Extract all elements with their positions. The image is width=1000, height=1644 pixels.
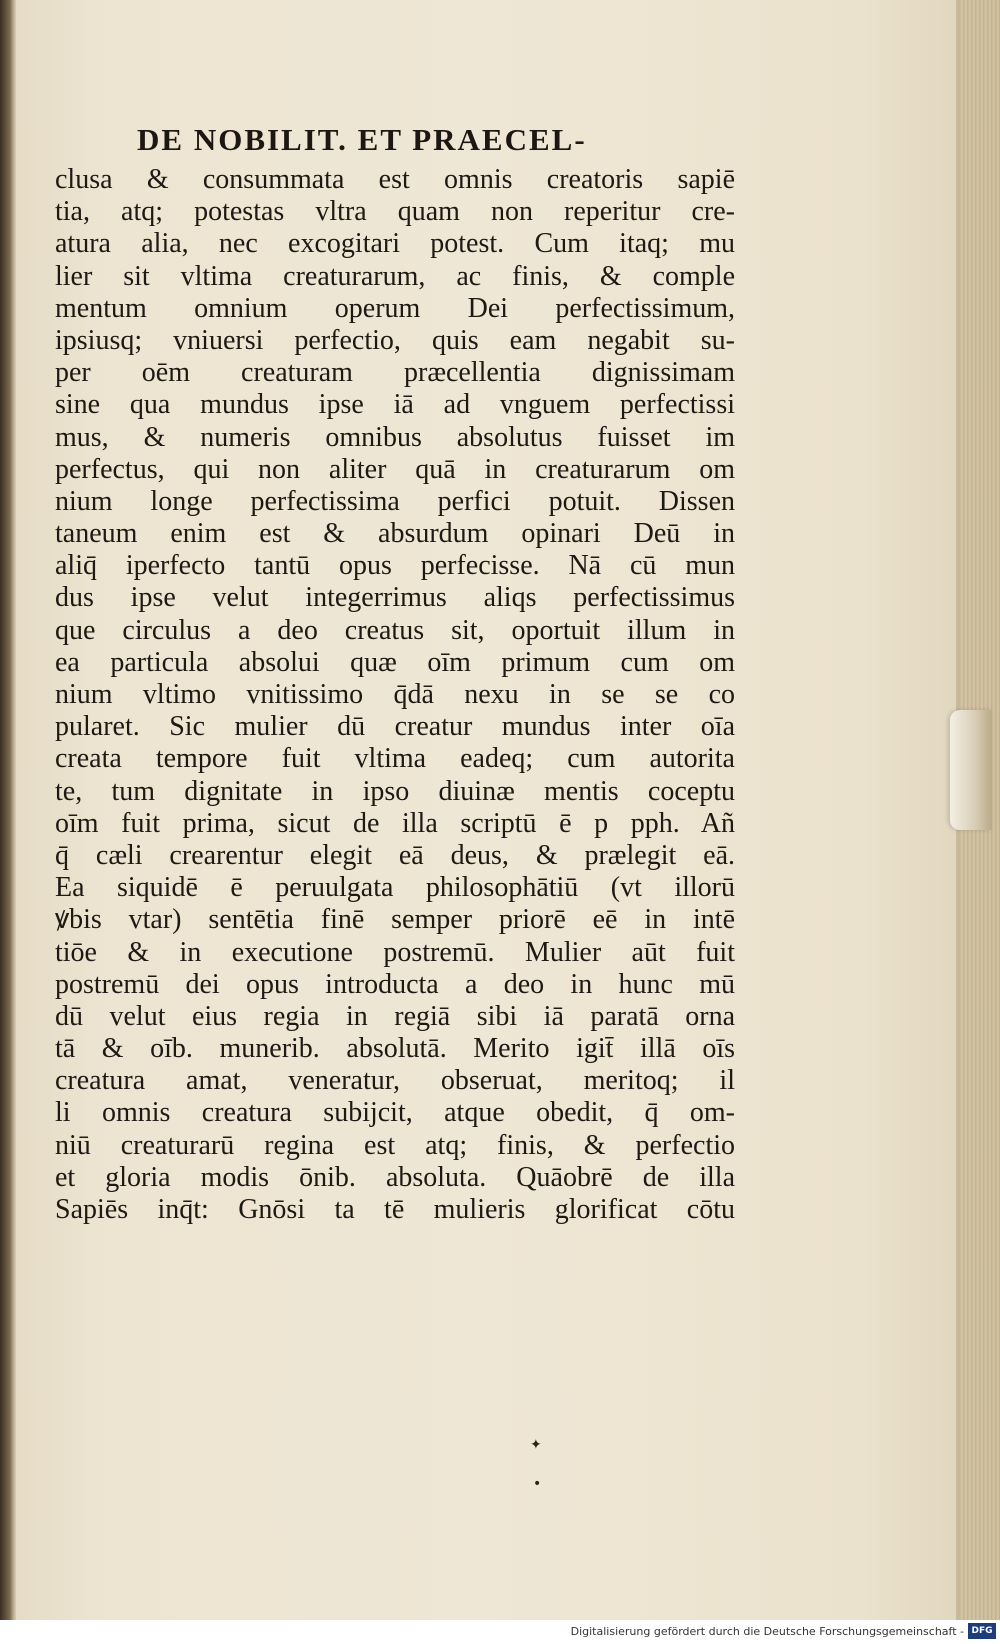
text-line: lier sit vltima creaturarum, ac finis, & comple <box>55 260 735 292</box>
text-line: tia, atq; potestas vltra quam non reperitur cre- <box>55 196 735 228</box>
text-line: postremū dei opus introducta a deo in hunc mū <box>55 968 735 1000</box>
text-line: que circulus a deo creatus sit, oportuit illum in <box>55 614 735 646</box>
text-line: Sapiēs inq̄t: Gnōsi ta tē mulieris glorificat cōtu <box>55 1194 735 1225</box>
text-line: li omnis creatura subijcit, atque obedit, q̄ om- <box>55 1097 735 1129</box>
ink-dot: • <box>533 1476 542 1492</box>
text-line: nium longe perfectissima perfici potuit. Dissen <box>55 485 735 517</box>
text-line: oīm fuit prima, sicut de illa scriptū ē p pph. Añ <box>55 807 735 839</box>
text-line: creata tempore fuit vltima eadeq; cum autorita <box>55 743 735 775</box>
text-line: sine qua mundus ipse iā ad vnguem perfectissi <box>55 389 735 421</box>
text-line: pularet. Sic mulier dū creatur mundus inter oīa <box>55 711 735 743</box>
text-line: dū velut eius regia in regiā sibi iā paratā orna <box>55 1000 735 1032</box>
text-line: tā & oīb. munerib. absolutā. Merito igit̄ illā oīs <box>55 1033 735 1065</box>
funding-credit: Digitalisierung gefördert durch die Deutsche Forschungsgemeinschaft - <box>570 1625 964 1638</box>
text-line: q̄ cæli crearentur elegit eā deus, & prælegit eā. <box>55 839 735 871</box>
text-line: dus ipse velut integerrimus aliqs perfectissimus <box>55 582 735 614</box>
text-line: clusa & consummata est omnis creatoris sapiē <box>55 164 735 195</box>
digitization-footer <box>0 1620 1000 1644</box>
text-line: Ea siquidē ē peruulgata philosophātiū (vt illorū <box>55 872 735 904</box>
text-line: atura alia, nec excogitari potest. Cum itaq; mu <box>55 228 735 260</box>
running-head: DE NOBILIT. ET PRAECEL- <box>137 122 587 157</box>
text-line: mus, & numeris omnibus absolutus fuisset im <box>55 421 735 453</box>
text-line: nium vltimo vnitissimo q̄dā nexu in se se co <box>55 679 735 710</box>
text-line: niū creaturarū regina est atq; finis, & perfectio <box>55 1129 735 1161</box>
dfg-logo: DFG <box>968 1623 996 1639</box>
ink-mark: ✦ <box>530 1437 542 1453</box>
body-text <box>55 164 735 1226</box>
text-line: et gloria modis ōnib. absoluta. Quāobrē de illa <box>55 1161 735 1193</box>
text-line: ꝟbis vtar) sentētia finē semper priorē eē in intē <box>55 904 735 936</box>
text-line: creatura amat, veneratur, obseruat, meritoq; il <box>55 1065 735 1097</box>
text-line: te, tum dignitate in ipso diuinæ mentis coceptu <box>55 775 735 807</box>
text-line: ipsiusq; vniuersi perfectio, quis eam negabit su- <box>55 324 735 356</box>
text-line: taneum enim est & absurdum opinari Deū in <box>55 518 735 550</box>
text-line: aliq̄ iperfecto tantū opus perfecisse. Nā cū mun <box>55 550 735 582</box>
book-spine <box>0 0 14 1620</box>
page-clip <box>950 710 992 830</box>
text-line: perfectus, qui non aliter quā in creaturarum om <box>55 453 735 485</box>
text-line: tiōe & in executione postremū. Mulier aūt fuit <box>55 936 735 968</box>
text-line: per oēm creaturam præcellentia dignissimam <box>55 357 735 389</box>
text-line: mentum omnium operum Dei perfectissimum, <box>55 292 735 324</box>
text-line: ea particula absolui quæ oīm primum cum om <box>55 646 735 678</box>
